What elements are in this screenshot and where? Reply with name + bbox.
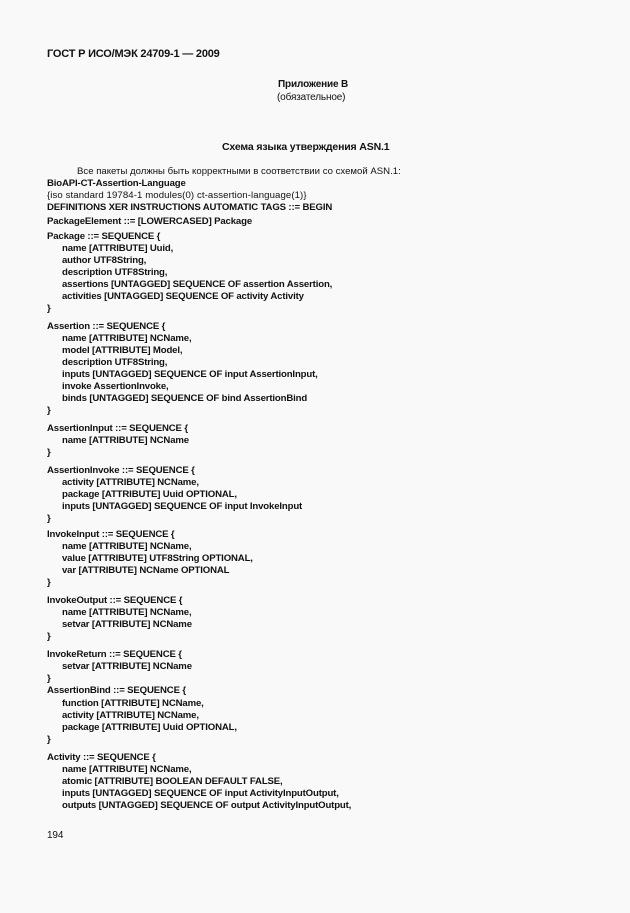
type-head-assertion-input: AssertionInput ::= SEQUENCE { bbox=[47, 423, 188, 434]
field: author UTF8String, bbox=[62, 255, 147, 266]
field: package [ATTRIBUTE] Uuid OPTIONAL, bbox=[62, 722, 237, 733]
field: description UTF8String, bbox=[62, 267, 168, 278]
type-close: } bbox=[47, 631, 51, 642]
module-name: BioAPI-CT-Assertion-Language bbox=[47, 178, 186, 189]
field: atomic [ATTRIBUTE] BOOLEAN DEFAULT FALSE, bbox=[62, 776, 283, 787]
intro-text: Все пакеты должны быть корректными в соответствии со схемой ASN.1: bbox=[77, 166, 401, 177]
field: activity [ATTRIBUTE] NCName, bbox=[62, 477, 199, 488]
standard-header: ГОСТ Р ИСО/МЭК 24709-1 — 2009 bbox=[47, 48, 220, 60]
appendix-label: Приложение B bbox=[278, 79, 349, 90]
field: name [ATTRIBUTE] NCName bbox=[62, 435, 189, 446]
field: function [ATTRIBUTE] NCName, bbox=[62, 698, 204, 709]
field: name [ATTRIBUTE] NCName, bbox=[62, 333, 192, 344]
field: activity [ATTRIBUTE] NCName, bbox=[62, 710, 199, 721]
type-close: } bbox=[47, 734, 51, 745]
type-head-invoke-return: InvokeReturn ::= SEQUENCE { bbox=[47, 649, 182, 660]
field: model [ATTRIBUTE] Model, bbox=[62, 345, 183, 356]
module-definitions: DEFINITIONS XER INSTRUCTIONS AUTOMATIC TAGS ::= BEGIN bbox=[47, 202, 333, 213]
field: setvar [ATTRIBUTE] NCName bbox=[62, 619, 192, 630]
section-title: Схема языка утверждения ASN.1 bbox=[222, 141, 390, 153]
field: inputs [UNTAGGED] SEQUENCE OF input InvokeInput bbox=[62, 501, 303, 512]
field: setvar [ATTRIBUTE] NCName bbox=[62, 661, 192, 672]
field: name [ATTRIBUTE] Uuid, bbox=[62, 243, 174, 254]
appendix-status: (обязательное) bbox=[277, 92, 346, 103]
type-close: } bbox=[47, 673, 51, 684]
type-close: } bbox=[47, 447, 51, 458]
type-head-package: Package ::= SEQUENCE { bbox=[47, 231, 161, 242]
type-head-activity: Activity ::= SEQUENCE { bbox=[47, 752, 156, 763]
module-oid: {iso standard 19784-1 modules(0) ct-assertion-language(1)} bbox=[47, 190, 307, 201]
field: inputs [UNTAGGED] SEQUENCE OF input AssertionInput, bbox=[62, 369, 318, 380]
field: outputs [UNTAGGED] SEQUENCE OF output ActivityInputOutput, bbox=[62, 800, 352, 811]
type-head-assertion-bind: AssertionBind ::= SEQUENCE { bbox=[47, 685, 186, 696]
field: name [ATTRIBUTE] NCName, bbox=[62, 541, 192, 552]
type-close: } bbox=[47, 513, 51, 524]
field: value [ATTRIBUTE] UTF8String OPTIONAL, bbox=[62, 553, 253, 564]
field: invoke AssertionInvoke, bbox=[62, 381, 169, 392]
type-head-assertion: Assertion ::= SEQUENCE { bbox=[47, 321, 166, 332]
field: binds [UNTAGGED] SEQUENCE OF bind AssertionBind bbox=[62, 393, 308, 404]
field: name [ATTRIBUTE] NCName, bbox=[62, 764, 192, 775]
field: description UTF8String, bbox=[62, 357, 168, 368]
type-close: } bbox=[47, 577, 51, 588]
package-element-def: PackageElement ::= [LOWERCASED] Package bbox=[47, 216, 253, 227]
page-number: 194 bbox=[47, 830, 64, 841]
field: assertions [UNTAGGED] SEQUENCE OF assertion Assertion, bbox=[62, 279, 333, 290]
field: activities [UNTAGGED] SEQUENCE OF activity Activity bbox=[62, 291, 304, 302]
type-head-invoke-input: InvokeInput ::= SEQUENCE { bbox=[47, 529, 175, 540]
field: inputs [UNTAGGED] SEQUENCE OF input ActivityInputOutput, bbox=[62, 788, 339, 799]
field: name [ATTRIBUTE] NCName, bbox=[62, 607, 192, 618]
type-close: } bbox=[47, 405, 51, 416]
field: var [ATTRIBUTE] NCName OPTIONAL bbox=[62, 565, 230, 576]
type-head-invoke-output: InvokeOutput ::= SEQUENCE { bbox=[47, 595, 183, 606]
type-head-assertion-invoke: AssertionInvoke ::= SEQUENCE { bbox=[47, 465, 195, 476]
type-close: } bbox=[47, 303, 51, 314]
field: package [ATTRIBUTE] Uuid OPTIONAL, bbox=[62, 489, 237, 500]
